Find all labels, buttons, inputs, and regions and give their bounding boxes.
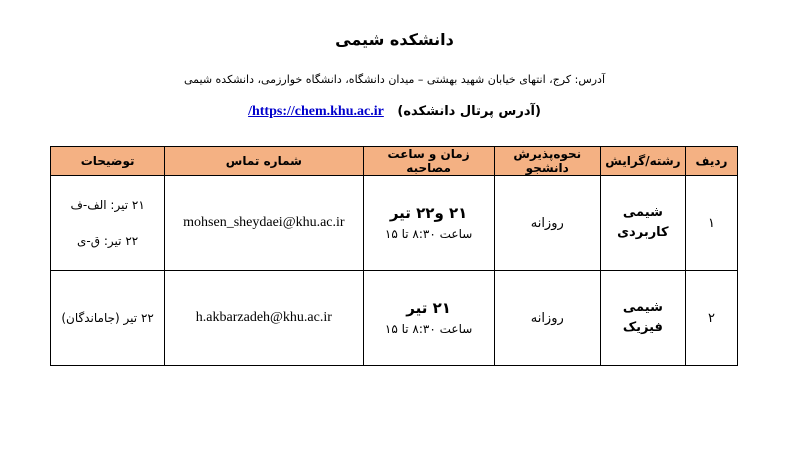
row-notes	[51, 271, 165, 366]
interview-hours: ساعت ۸:۳۰ تا ۱۵	[384, 322, 473, 336]
row-time	[363, 176, 494, 271]
row-time	[363, 271, 494, 366]
page-title: دانشکده شیمی	[335, 30, 454, 49]
portal-label: (آدرس پرتال دانشکده)	[397, 104, 541, 119]
contact-email[interactable]: h.akbarzadeh@khu.ac.ir	[195, 310, 332, 325]
address-text: آدرس: کرج، انتهای خیابان شهید بهشتی – میدان دانشگاه، دانشگاه خوارزمی، دانشکده شیمی	[183, 73, 606, 86]
row-contact	[165, 176, 363, 271]
field-line: کاربردی	[617, 225, 669, 240]
interview-date: ۲۱ و۲۲ تیر	[389, 204, 468, 222]
table-header-row	[51, 147, 738, 176]
interview-hours: ساعت ۸:۳۰ تا ۱۵	[384, 227, 473, 241]
header-contact: شماره تماس	[165, 147, 363, 176]
portal-link[interactable]: https://chem.khu.ac.ir/	[248, 104, 384, 119]
row-field	[600, 271, 685, 366]
note-line: ۲۲ تیر (جاماندگان)	[61, 311, 154, 325]
header-notes: توضیحات	[51, 147, 165, 176]
field-line: شیمی فیزیک	[622, 300, 663, 335]
field-line: شیمی	[622, 205, 663, 220]
table-row	[51, 176, 738, 271]
header-num: ردیف	[685, 147, 737, 176]
interview-schedule-table	[50, 146, 738, 366]
note-line: ۲۲ تیر: ق-ی	[77, 234, 139, 248]
note-line: ۲۱ تیر: الف-ف	[70, 198, 145, 212]
row-mode: روزانه	[494, 176, 600, 271]
row-notes	[51, 176, 165, 271]
portal-line	[0, 104, 789, 120]
row-contact	[165, 271, 363, 366]
contact-email[interactable]: mohsen_sheydaei@khu.ac.ir	[183, 215, 345, 230]
table-row	[51, 271, 738, 366]
row-num: ۱	[685, 176, 737, 271]
note-spacer	[51, 214, 164, 232]
header-field: رشته/گرایش	[600, 147, 685, 176]
header-mode: نحوه‌پذیرش دانشجو	[494, 147, 600, 176]
row-num: ۲	[685, 271, 737, 366]
interview-date: ۲۱ تیر	[406, 299, 451, 317]
row-field	[600, 176, 685, 271]
header-time: زمان و ساعت مصاحبه	[363, 147, 494, 176]
row-mode: روزانه	[494, 271, 600, 366]
